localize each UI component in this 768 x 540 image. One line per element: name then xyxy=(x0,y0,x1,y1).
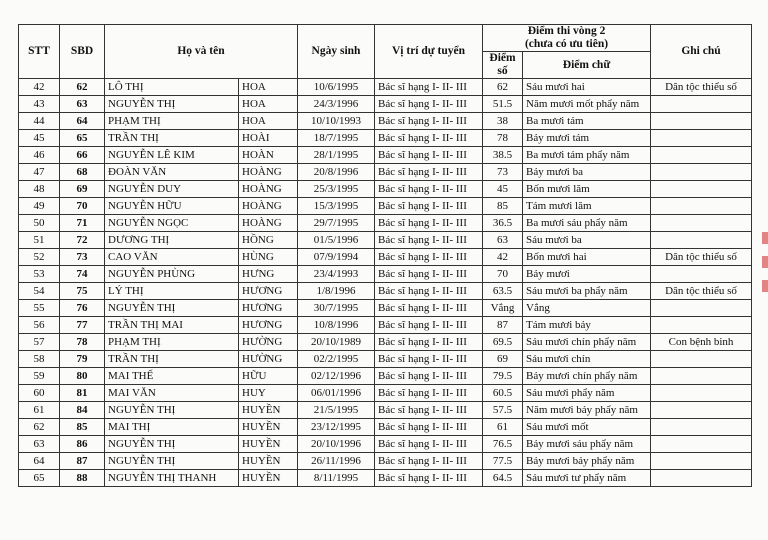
cell-ngay-sinh: 10/6/1995 xyxy=(298,79,375,96)
header-diem-so xyxy=(483,52,523,79)
cell-diem-so: 78 xyxy=(483,130,523,147)
cell-ngay-sinh: 02/12/1996 xyxy=(298,368,375,385)
cell-ghi-chu xyxy=(651,402,752,419)
cell-sbd: 76 xyxy=(60,300,105,317)
cell-diem-so: 70 xyxy=(483,266,523,283)
cell-vi-tri: Bác sĩ hạng I- II- III xyxy=(375,351,483,368)
cell-ten: HOÀNG xyxy=(239,198,298,215)
cell-ghi-chu xyxy=(651,351,752,368)
cell-ten: HUYỀN xyxy=(239,453,298,470)
cell-sbd: 81 xyxy=(60,385,105,402)
cell-ghi-chu xyxy=(651,130,752,147)
cell-vi-tri: Bác sĩ hạng I- II- III xyxy=(375,198,483,215)
cell-vi-tri: Bác sĩ hạng I- II- III xyxy=(375,385,483,402)
cell-diem-chu: Ba mươi sáu phẩy năm xyxy=(523,215,651,232)
cell-ten: HUYỀN xyxy=(239,419,298,436)
cell-ten: HOA xyxy=(239,96,298,113)
cell-sbd: 70 xyxy=(60,198,105,215)
header-ho-ten: Họ và tên xyxy=(105,25,298,79)
cell-ngay-sinh: 8/11/1995 xyxy=(298,470,375,487)
cell-ghi-chu xyxy=(651,215,752,232)
cell-sbd: 63 xyxy=(60,96,105,113)
cell-diem-chu: Sáu mươi chín phẩy năm xyxy=(523,334,651,351)
table-body xyxy=(19,79,752,487)
table-row xyxy=(19,317,752,334)
cell-stt: 60 xyxy=(19,385,60,402)
cell-diem-so: 51.5 xyxy=(483,96,523,113)
cell-ho: ĐOÀN VĂN xyxy=(105,164,239,181)
cell-ngay-sinh: 29/7/1995 xyxy=(298,215,375,232)
cell-diem-chu: Bảy mươi bảy phẩy năm xyxy=(523,453,651,470)
cell-ho: LÝ THỊ xyxy=(105,283,239,300)
cell-diem-so: 63.5 xyxy=(483,283,523,300)
cell-vi-tri: Bác sĩ hạng I- II- III xyxy=(375,283,483,300)
cell-vi-tri: Bác sĩ hạng I- II- III xyxy=(375,215,483,232)
cell-ngay-sinh: 01/5/1996 xyxy=(298,232,375,249)
cell-ngay-sinh: 20/10/1989 xyxy=(298,334,375,351)
cell-diem-chu: Bốn mươi hai xyxy=(523,249,651,266)
cell-sbd: 86 xyxy=(60,436,105,453)
header-diem-so-line1: Điểm xyxy=(489,52,516,64)
cell-diem-chu: Bốn mươi lăm xyxy=(523,181,651,198)
cell-diem-so: 36.5 xyxy=(483,215,523,232)
header-ngay-sinh: Ngày sinh xyxy=(298,25,375,79)
cell-ghi-chu xyxy=(651,181,752,198)
cell-vi-tri: Bác sĩ hạng I- II- III xyxy=(375,181,483,198)
cell-vi-tri: Bác sĩ hạng I- II- III xyxy=(375,317,483,334)
cell-vi-tri: Bác sĩ hạng I- II- III xyxy=(375,232,483,249)
cell-ho: TRẦN THỊ xyxy=(105,351,239,368)
table-row xyxy=(19,283,752,300)
cell-stt: 49 xyxy=(19,198,60,215)
table-row xyxy=(19,436,752,453)
cell-vi-tri: Bác sĩ hạng I- II- III xyxy=(375,130,483,147)
cell-diem-so: 87 xyxy=(483,317,523,334)
cell-sbd: 73 xyxy=(60,249,105,266)
cell-ho: NGUYỄN THỊ xyxy=(105,96,239,113)
cell-ghi-chu xyxy=(651,232,752,249)
cell-ngay-sinh: 30/7/1995 xyxy=(298,300,375,317)
cell-vi-tri: Bác sĩ hạng I- II- III xyxy=(375,368,483,385)
cell-ngay-sinh: 20/8/1996 xyxy=(298,164,375,181)
exam-results-table xyxy=(18,24,752,487)
cell-stt: 55 xyxy=(19,300,60,317)
table-row xyxy=(19,181,752,198)
cell-ngay-sinh: 1/8/1996 xyxy=(298,283,375,300)
cell-diem-chu: Sáu mươi ba phẩy năm xyxy=(523,283,651,300)
cell-diem-so: 69.5 xyxy=(483,334,523,351)
cell-ngay-sinh: 26/11/1996 xyxy=(298,453,375,470)
cell-stt: 44 xyxy=(19,113,60,130)
header-sbd: SBD xyxy=(60,25,105,79)
cell-ho: NGUYỄN THỊ xyxy=(105,300,239,317)
cell-diem-so: 42 xyxy=(483,249,523,266)
cell-ngay-sinh: 15/3/1995 xyxy=(298,198,375,215)
cell-ghi-chu: Dân tộc thiểu số xyxy=(651,283,752,300)
cell-stt: 56 xyxy=(19,317,60,334)
cell-ten: HƯƠNG xyxy=(239,300,298,317)
cell-ngay-sinh: 23/12/1995 xyxy=(298,419,375,436)
cell-ghi-chu xyxy=(651,368,752,385)
cell-ngay-sinh: 20/10/1996 xyxy=(298,436,375,453)
cell-sbd: 75 xyxy=(60,283,105,300)
table-row xyxy=(19,470,752,487)
cell-stt: 47 xyxy=(19,164,60,181)
cell-diem-chu: Bảy mươi sáu phẩy năm xyxy=(523,436,651,453)
cell-diem-so: 57.5 xyxy=(483,402,523,419)
table-row xyxy=(19,215,752,232)
table-row xyxy=(19,147,752,164)
cell-sbd: 71 xyxy=(60,215,105,232)
cell-ho: PHẠM THỊ xyxy=(105,113,239,130)
cell-stt: 52 xyxy=(19,249,60,266)
table-row xyxy=(19,351,752,368)
cell-ho: NGUYỄN THỊ xyxy=(105,453,239,470)
cell-diem-so: 85 xyxy=(483,198,523,215)
cell-ghi-chu xyxy=(651,419,752,436)
cell-vi-tri: Bác sĩ hạng I- II- III xyxy=(375,164,483,181)
cell-ten: HOÀI xyxy=(239,130,298,147)
cell-ten: HOÀNG xyxy=(239,215,298,232)
cell-diem-so: 77.5 xyxy=(483,453,523,470)
cell-sbd: 72 xyxy=(60,232,105,249)
cell-ngay-sinh: 23/4/1993 xyxy=(298,266,375,283)
table-row xyxy=(19,249,752,266)
cell-diem-so: 62 xyxy=(483,79,523,96)
cell-ghi-chu xyxy=(651,164,752,181)
cell-stt: 48 xyxy=(19,181,60,198)
cell-vi-tri: Bác sĩ hạng I- II- III xyxy=(375,249,483,266)
cell-stt: 45 xyxy=(19,130,60,147)
cell-sbd: 77 xyxy=(60,317,105,334)
cell-vi-tri: Bác sĩ hạng I- II- III xyxy=(375,113,483,130)
cell-vi-tri: Bác sĩ hạng I- II- III xyxy=(375,470,483,487)
cell-stt: 64 xyxy=(19,453,60,470)
cell-ngay-sinh: 10/8/1996 xyxy=(298,317,375,334)
header-ghi-chu: Ghi chú xyxy=(651,25,752,79)
cell-ten: HỮU xyxy=(239,368,298,385)
cell-diem-chu: Bảy mươi ba xyxy=(523,164,651,181)
table-row xyxy=(19,385,752,402)
cell-diem-chu: Năm mươi mốt phẩy năm xyxy=(523,96,651,113)
cell-ghi-chu xyxy=(651,385,752,402)
table-row xyxy=(19,96,752,113)
cell-vi-tri: Bác sĩ hạng I- II- III xyxy=(375,266,483,283)
cell-ten: HOÀNG xyxy=(239,181,298,198)
cell-stt: 63 xyxy=(19,436,60,453)
header-diem-so-line2: số xyxy=(497,65,508,77)
table-row xyxy=(19,402,752,419)
cell-ghi-chu xyxy=(651,198,752,215)
cell-ten: HUYỀN xyxy=(239,470,298,487)
cell-ho: MAI THỊ xyxy=(105,419,239,436)
cell-sbd: 64 xyxy=(60,113,105,130)
cell-diem-chu: Sáu mươi hai xyxy=(523,79,651,96)
cell-diem-chu: Sáu mươi phẩy năm xyxy=(523,385,651,402)
cell-sbd: 69 xyxy=(60,181,105,198)
table-row xyxy=(19,232,752,249)
table-row xyxy=(19,334,752,351)
cell-ghi-chu xyxy=(651,300,752,317)
cell-ho: TRẦN THỊ MAI xyxy=(105,317,239,334)
cell-ghi-chu: Con bệnh binh xyxy=(651,334,752,351)
cell-ho: NGUYỄN THỊ xyxy=(105,436,239,453)
cell-ho: NGUYỄN NGỌC xyxy=(105,215,239,232)
cell-ho: NGUYỄN THỊ xyxy=(105,402,239,419)
header-diem-vong2 xyxy=(483,25,651,52)
cell-diem-chu: Năm mươi bảy phẩy năm xyxy=(523,402,651,419)
cell-ho: LÔ THỊ xyxy=(105,79,239,96)
cell-diem-chu: Vắng xyxy=(523,300,651,317)
cell-ghi-chu xyxy=(651,113,752,130)
cell-ho: MAI THẾ xyxy=(105,368,239,385)
header-diem-vong2-title: Điểm thi vòng 2 xyxy=(527,25,606,37)
cell-ghi-chu xyxy=(651,147,752,164)
cell-vi-tri: Bác sĩ hạng I- II- III xyxy=(375,436,483,453)
cell-vi-tri: Bác sĩ hạng I- II- III xyxy=(375,79,483,96)
cell-ten: HỒNG xyxy=(239,232,298,249)
table-row xyxy=(19,300,752,317)
cell-diem-chu: Bảy mươi chín phẩy năm xyxy=(523,368,651,385)
cell-diem-chu: Tám mươi bảy xyxy=(523,317,651,334)
cell-sbd: 62 xyxy=(60,79,105,96)
cell-ho: MAI VĂN xyxy=(105,385,239,402)
cell-ten: HUYỀN xyxy=(239,402,298,419)
cell-ngay-sinh: 06/01/1996 xyxy=(298,385,375,402)
cell-stt: 46 xyxy=(19,147,60,164)
cell-ten: HOA xyxy=(239,79,298,96)
cell-stt: 62 xyxy=(19,419,60,436)
cell-sbd: 84 xyxy=(60,402,105,419)
cell-ngay-sinh: 07/9/1994 xyxy=(298,249,375,266)
cell-sbd: 80 xyxy=(60,368,105,385)
cell-ghi-chu xyxy=(651,266,752,283)
cell-ngay-sinh: 25/3/1995 xyxy=(298,181,375,198)
cell-ten: HƯỜNG xyxy=(239,351,298,368)
cell-sbd: 65 xyxy=(60,130,105,147)
cell-ho: CAO VĂN xyxy=(105,249,239,266)
cell-diem-so: Vắng xyxy=(483,300,523,317)
cell-sbd: 79 xyxy=(60,351,105,368)
table-row xyxy=(19,198,752,215)
table-row xyxy=(19,130,752,147)
cell-sbd: 74 xyxy=(60,266,105,283)
table-row xyxy=(19,266,752,283)
cell-ho: TRẦN THỊ xyxy=(105,130,239,147)
cell-ghi-chu xyxy=(651,453,752,470)
cell-diem-chu: Tám mươi lăm xyxy=(523,198,651,215)
results-sheet xyxy=(18,24,752,487)
cell-diem-so: 69 xyxy=(483,351,523,368)
cell-ho: NGUYỄN LÊ KIM xyxy=(105,147,239,164)
table-row xyxy=(19,453,752,470)
cell-diem-so: 60.5 xyxy=(483,385,523,402)
cell-stt: 54 xyxy=(19,283,60,300)
table-row xyxy=(19,419,752,436)
cell-sbd: 78 xyxy=(60,334,105,351)
header-stt: STT xyxy=(19,25,60,79)
cell-stt: 43 xyxy=(19,96,60,113)
table-row xyxy=(19,113,752,130)
cell-diem-so: 61 xyxy=(483,419,523,436)
cell-ten: HƯƠNG xyxy=(239,283,298,300)
cell-ho: PHẠM THỊ xyxy=(105,334,239,351)
cell-ngay-sinh: 18/7/1995 xyxy=(298,130,375,147)
cell-diem-chu: Ba mươi tám phẩy năm xyxy=(523,147,651,164)
cell-sbd: 85 xyxy=(60,419,105,436)
cell-stt: 57 xyxy=(19,334,60,351)
cell-ngay-sinh: 10/10/1993 xyxy=(298,113,375,130)
cell-ho: DƯƠNG THỊ xyxy=(105,232,239,249)
cell-ten: HƯỜNG xyxy=(239,334,298,351)
cell-ho: NGUYỄN HỮU xyxy=(105,198,239,215)
table-row xyxy=(19,164,752,181)
cell-ngay-sinh: 02/2/1995 xyxy=(298,351,375,368)
cell-diem-chu: Sáu mươi ba xyxy=(523,232,651,249)
cell-vi-tri: Bác sĩ hạng I- II- III xyxy=(375,453,483,470)
cell-ho: NGUYỄN PHÙNG xyxy=(105,266,239,283)
header-diem-chu: Điểm chữ xyxy=(523,52,651,79)
cell-diem-so: 38.5 xyxy=(483,147,523,164)
cell-ghi-chu: Dân tộc thiểu số xyxy=(651,249,752,266)
cell-ghi-chu xyxy=(651,96,752,113)
table-row xyxy=(19,79,752,96)
cell-sbd: 88 xyxy=(60,470,105,487)
cell-vi-tri: Bác sĩ hạng I- II- III xyxy=(375,96,483,113)
cell-diem-so: 79.5 xyxy=(483,368,523,385)
cell-ghi-chu xyxy=(651,470,752,487)
cell-ten: HOÀNG xyxy=(239,164,298,181)
cell-stt: 51 xyxy=(19,232,60,249)
cell-vi-tri: Bác sĩ hạng I- II- III xyxy=(375,300,483,317)
cell-diem-chu: Ba mươi tám xyxy=(523,113,651,130)
cell-ten: HUY xyxy=(239,385,298,402)
cell-vi-tri: Bác sĩ hạng I- II- III xyxy=(375,419,483,436)
cell-sbd: 87 xyxy=(60,453,105,470)
cell-stt: 59 xyxy=(19,368,60,385)
cell-ngay-sinh: 28/1/1995 xyxy=(298,147,375,164)
cell-sbd: 66 xyxy=(60,147,105,164)
cell-diem-chu: Sáu mươi chín xyxy=(523,351,651,368)
cell-ten: HOÀN xyxy=(239,147,298,164)
cell-diem-so: 64.5 xyxy=(483,470,523,487)
cell-stt: 50 xyxy=(19,215,60,232)
cell-diem-so: 73 xyxy=(483,164,523,181)
cell-stt: 61 xyxy=(19,402,60,419)
cell-ten: HƯNG xyxy=(239,266,298,283)
cell-ten: HOA xyxy=(239,113,298,130)
cell-stt: 53 xyxy=(19,266,60,283)
cell-ho: NGUYỄN THỊ THANH xyxy=(105,470,239,487)
cell-vi-tri: Bác sĩ hạng I- II- III xyxy=(375,334,483,351)
cell-stt: 65 xyxy=(19,470,60,487)
cell-diem-chu: Sáu mươi tư phẩy năm xyxy=(523,470,651,487)
cell-diem-chu: Sáu mươi mốt xyxy=(523,419,651,436)
cell-ten: HUYỀN xyxy=(239,436,298,453)
cell-diem-chu: Bảy mươi xyxy=(523,266,651,283)
page-edge-stamp-mark xyxy=(762,232,768,292)
cell-ngay-sinh: 24/3/1996 xyxy=(298,96,375,113)
table-header-row xyxy=(19,25,752,52)
cell-ghi-chu xyxy=(651,436,752,453)
cell-vi-tri: Bác sĩ hạng I- II- III xyxy=(375,147,483,164)
cell-stt: 58 xyxy=(19,351,60,368)
cell-ngay-sinh: 21/5/1995 xyxy=(298,402,375,419)
cell-diem-so: 63 xyxy=(483,232,523,249)
cell-diem-so: 45 xyxy=(483,181,523,198)
cell-ho: NGUYỄN DUY xyxy=(105,181,239,198)
table-row xyxy=(19,368,752,385)
cell-vi-tri: Bác sĩ hạng I- II- III xyxy=(375,402,483,419)
header-vi-tri: Vị trí dự tuyển xyxy=(375,25,483,79)
cell-diem-so: 38 xyxy=(483,113,523,130)
cell-diem-so: 76.5 xyxy=(483,436,523,453)
cell-diem-chu: Bảy mươi tám xyxy=(523,130,651,147)
cell-ten: HƯƠNG xyxy=(239,317,298,334)
cell-sbd: 68 xyxy=(60,164,105,181)
cell-ghi-chu xyxy=(651,317,752,334)
cell-stt: 42 xyxy=(19,79,60,96)
cell-ghi-chu: Dân tộc thiểu số xyxy=(651,79,752,96)
cell-ten: HÙNG xyxy=(239,249,298,266)
header-diem-vong2-note: (chưa có ưu tiên) xyxy=(524,38,609,50)
